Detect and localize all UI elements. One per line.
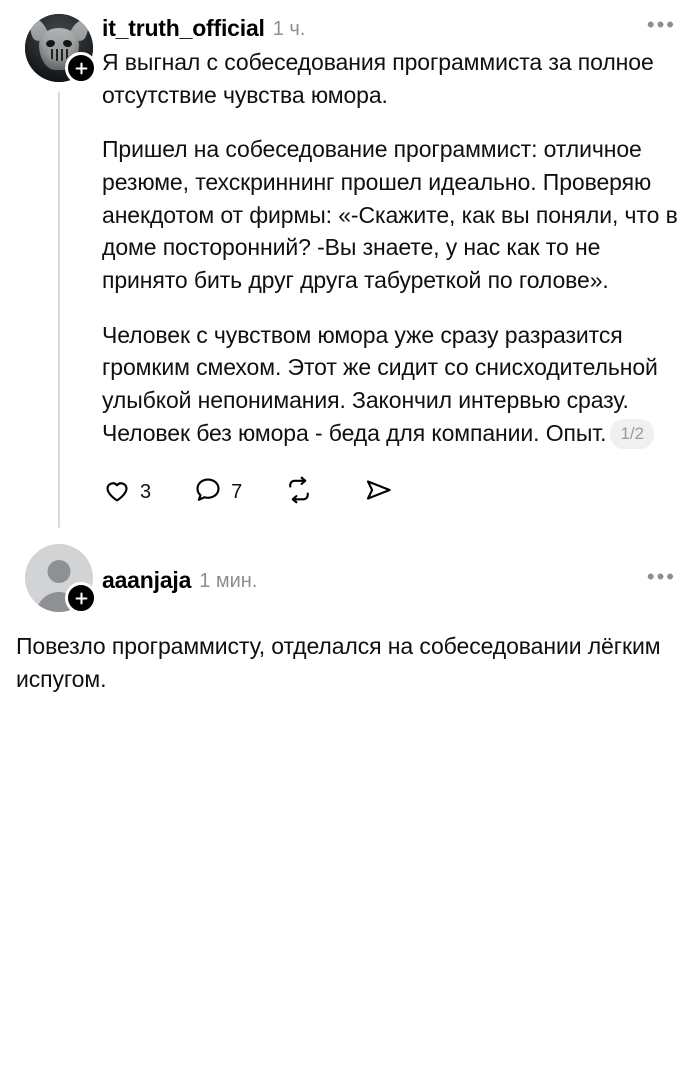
share-action[interactable]: [364, 475, 402, 510]
post-paragraph-3-text: Человек с чувством юмора уже сразу разразится громким смехом. Этот же сидит со снисходительной улыбкой непонимания. Закончил интервью сразу. Человек без юмора - беда для компании. Опыт.: [102, 321, 658, 446]
comment-bubble-icon[interactable]: [193, 475, 223, 510]
send-paper-plane-icon[interactable]: [364, 475, 394, 510]
post-more-options-icon[interactable]: •••: [646, 12, 676, 37]
avatar-placeholder-head: [48, 560, 71, 583]
reply-gutter: [16, 544, 102, 612]
comment-action[interactable]: [193, 475, 242, 510]
reply-username[interactable]: aaanjaja: [102, 567, 192, 594]
reply-follow-plus-icon[interactable]: [65, 582, 97, 614]
follow-plus-icon[interactable]: [65, 52, 97, 84]
repost-icon[interactable]: [284, 475, 314, 510]
page-indicator-chip: 1/2: [610, 419, 653, 449]
reply-avatar[interactable]: [25, 544, 93, 612]
post-content: [102, 14, 684, 528]
post-paragraph-3: [102, 319, 678, 450]
comment-count: 7: [231, 481, 243, 504]
post-paragraph-1: Я выгнал с собеседования программиста за полное отсутствие чувства юмора.: [102, 49, 654, 108]
reply-content: [102, 544, 684, 612]
post-header: [102, 14, 678, 44]
reply-header: [102, 544, 678, 600]
post-username[interactable]: it_truth_official: [102, 15, 265, 41]
like-count: 3: [140, 481, 152, 504]
post-body: [102, 46, 678, 449]
repost-action[interactable]: [284, 475, 322, 510]
reply-timestamp: 1 мин.: [199, 570, 258, 593]
reply-container: [0, 544, 700, 612]
heart-icon[interactable]: [102, 475, 132, 510]
reply-body: Повезло программисту, отделался на собеседовании лёгким испугом.: [16, 633, 661, 692]
post-action-bar: [102, 475, 678, 510]
post-container: [0, 0, 700, 528]
like-action[interactable]: [102, 475, 151, 510]
thread-connector-line: [58, 92, 60, 528]
post-gutter: [16, 14, 102, 528]
post-timestamp: 1 ч.: [272, 18, 306, 40]
post-paragraph-2: Пришел на собеседование программист: отличное резюме, техскриннинг прошел идеально. Проверяю анекдотом от фирмы: «-Скажите, как вы поняли, что в доме посторонний? -Вы знаете, у нас как то не принято бить друг друга табуреткой по голове».: [102, 136, 678, 293]
reply-more-options-icon[interactable]: •••: [646, 564, 676, 590]
avatar[interactable]: [25, 14, 93, 82]
